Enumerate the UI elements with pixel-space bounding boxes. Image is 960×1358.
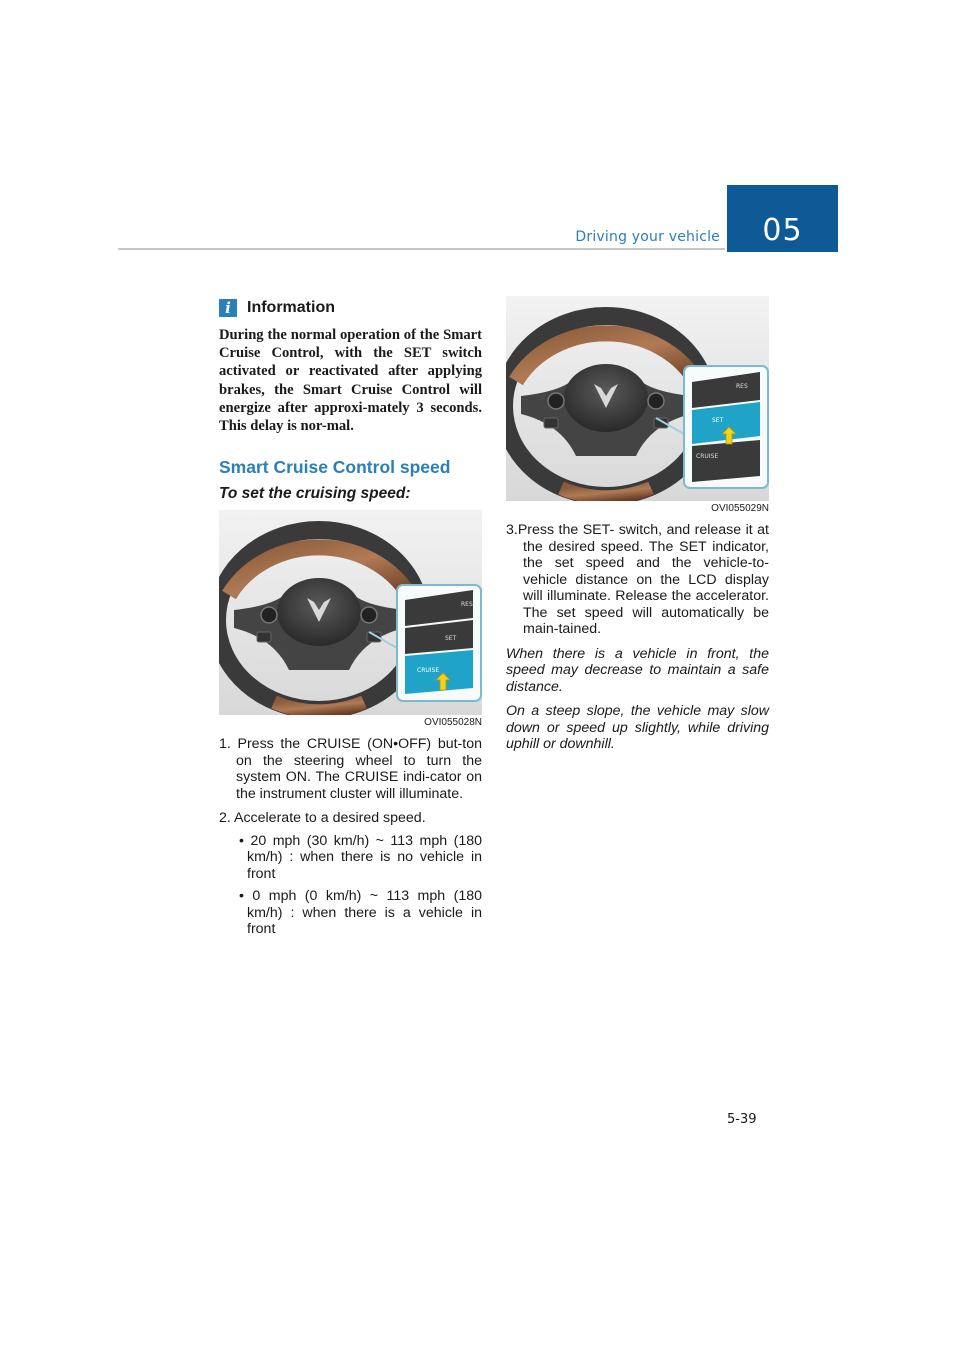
res-button-label: RES bbox=[736, 383, 748, 390]
steering-wheel-image bbox=[506, 296, 769, 501]
figure-left bbox=[219, 510, 482, 728]
step-2: 2. Accelerate to a desired speed. bbox=[219, 810, 426, 827]
chapter-number-badge: 05 bbox=[727, 185, 838, 252]
steering-wheel-illustration-cruise bbox=[219, 510, 482, 715]
figure-right bbox=[506, 296, 769, 514]
information-body: During the normal operation of the Smart Cruise Control, with the SET switch activated or reactivated after applying brakes, the Smart Cruise Control will energize after approxi-mately 3 seconds. This delay is nor-mal. bbox=[219, 327, 482, 435]
cruise-button-label: CRUISE bbox=[417, 667, 440, 675]
information-heading bbox=[219, 296, 482, 320]
note-steep-slope: On a steep slope, the vehicle may slow down or speed up slightly, while driving uphill or downhill. bbox=[506, 703, 769, 752]
section-header-title: Driving your vehicle bbox=[575, 229, 720, 245]
information-icon: i bbox=[219, 299, 237, 317]
figure-code: OVI055028N bbox=[424, 717, 482, 729]
right-column bbox=[506, 296, 769, 753]
information-title: Information bbox=[247, 299, 335, 316]
note-vehicle-in-front: When there is a vehicle in front, the speed may decrease to maintain a safe distance. bbox=[506, 645, 769, 695]
steering-wheel-image bbox=[219, 510, 482, 715]
step-1: 1. Press the CRUISE (ON•OFF) but-ton on the steering wheel to turn the system ON. The CRUISE indi-cator on the instrument cluster will illuminate. bbox=[219, 736, 482, 802]
subsection-title: To set the cruising speed: bbox=[219, 485, 411, 503]
set-button-label: SET bbox=[712, 417, 724, 424]
step-3: 3.Press the SET- switch, and release it at the desired speed. The SET indicator, the set speed and the vehicle-to-vehicle distance on the LCD display will illuminate. Release the accelerator. The set speed will automatically be main-tained. bbox=[506, 522, 769, 637]
page-number: 5-39 bbox=[727, 1112, 757, 1127]
speed-range-bullet-1: • 20 mph (30 km/h) ~ 113 mph (180 km/h) : when there is no vehicle in front bbox=[239, 832, 482, 882]
res-button-label: RES bbox=[461, 601, 473, 609]
header-rule bbox=[118, 248, 725, 250]
section-title: Smart Cruise Control speed bbox=[219, 457, 451, 478]
speed-range-bullet-2: • 0 mph (0 km/h) ~ 113 mph (180 km/h) : when there is a vehicle in front bbox=[239, 888, 482, 938]
steering-wheel-illustration-set bbox=[506, 296, 769, 501]
figure-code: OVI055029N bbox=[711, 503, 769, 514]
left-column bbox=[219, 296, 482, 938]
cruise-button-label: CRUISE bbox=[696, 453, 719, 460]
set-button-label: SET bbox=[445, 635, 457, 643]
